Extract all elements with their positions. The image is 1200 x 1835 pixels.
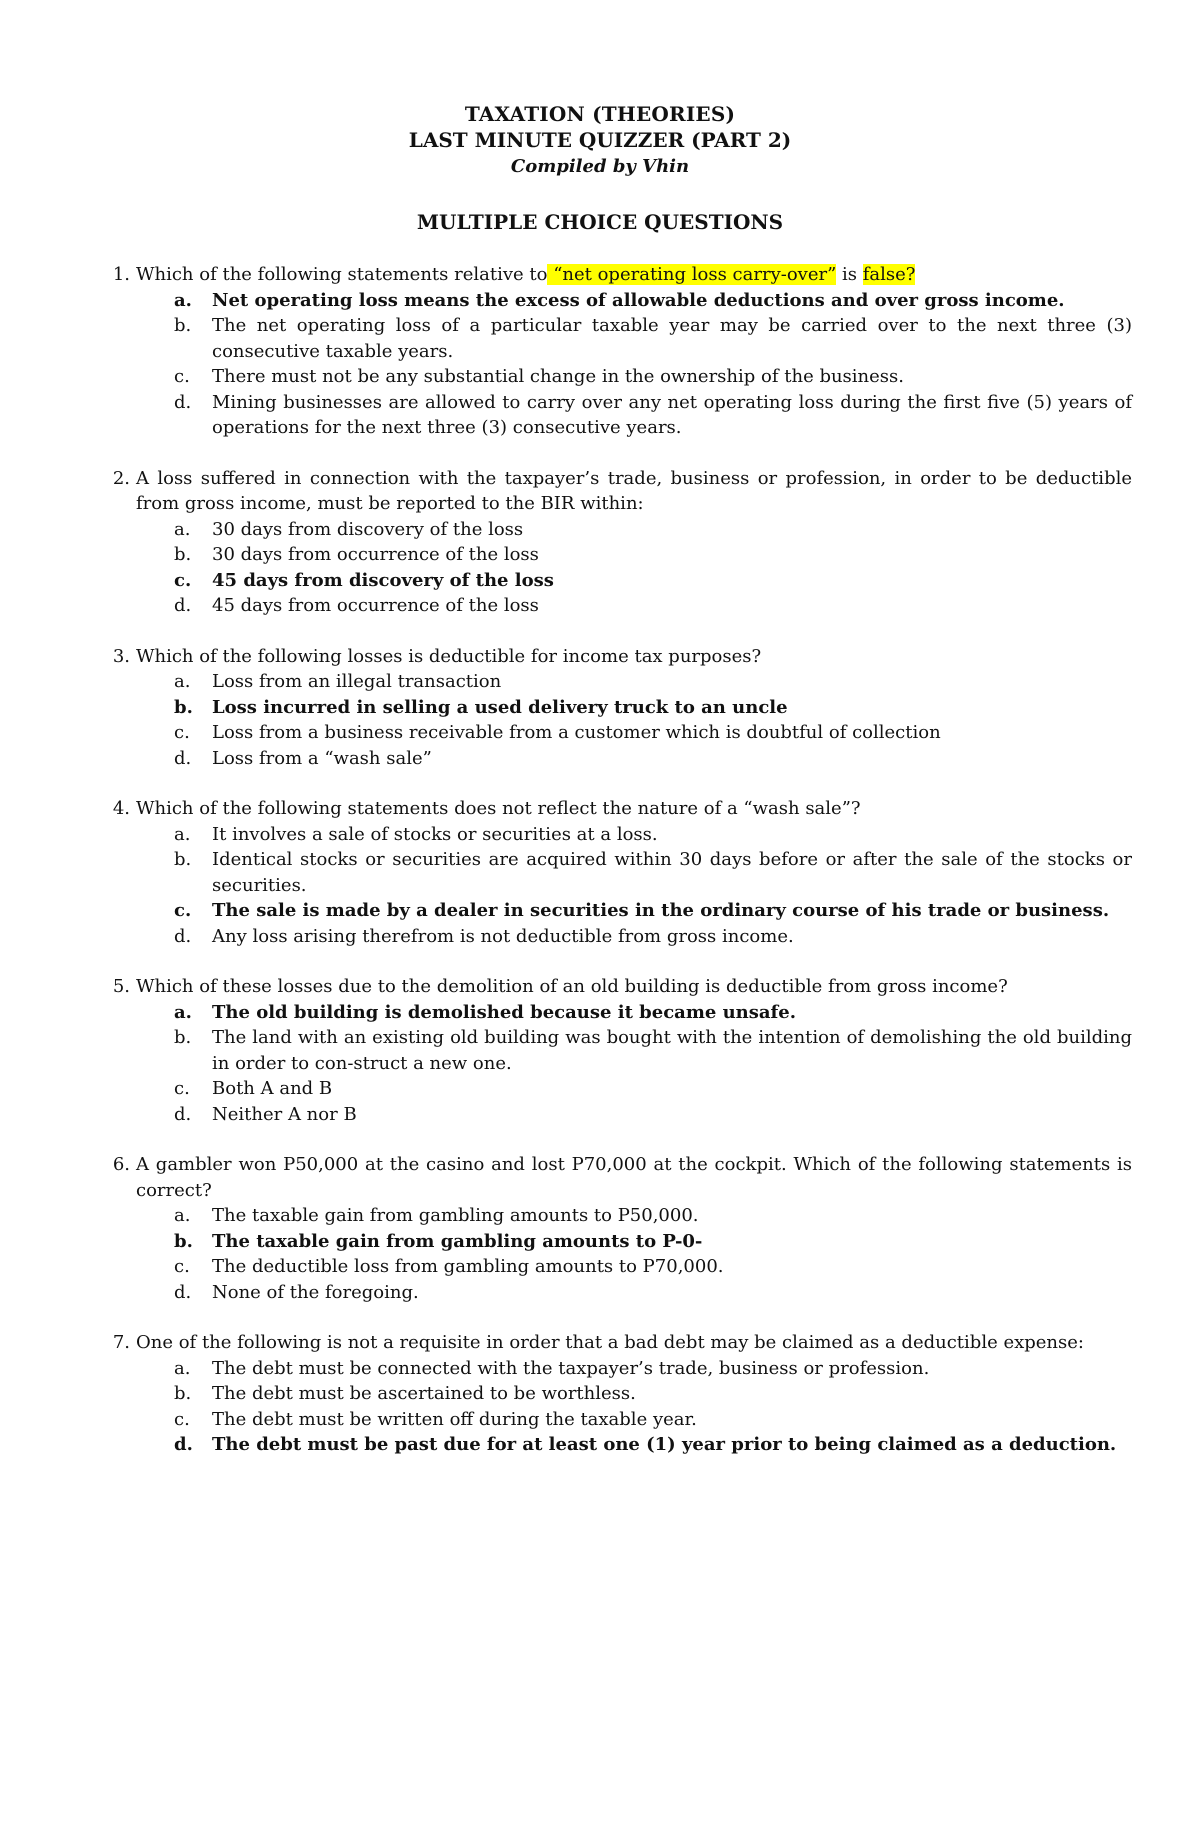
option-c-correct (100, 898, 1132, 924)
option-b (100, 847, 1132, 898)
question-6 (100, 1152, 1132, 1305)
question-text (136, 262, 1132, 288)
option-letter: c. (174, 366, 190, 387)
option-a (100, 1203, 1132, 1229)
option-text: The taxable gain from gambling amounts to P50,000. (212, 1205, 699, 1226)
option-text: The land with an existing old building was bought with the intention of demolishing the old building in order to con-struct a new one. (212, 1027, 1132, 1074)
document-title: TAXATION (THEORIES) (464, 102, 736, 126)
stem-part: is (836, 264, 863, 285)
option-letter: d. (174, 391, 192, 413)
question-number: 3. (112, 645, 130, 667)
option-d (100, 746, 1132, 772)
question-3 (100, 644, 1132, 772)
option-text: 30 days from occurrence of the loss (212, 544, 539, 565)
option-d (100, 390, 1132, 441)
option-text: 45 days from discovery of the loss (212, 569, 554, 591)
option-letter: b. (174, 1230, 193, 1252)
option-a-correct (100, 288, 1132, 314)
option-a-correct (100, 1000, 1132, 1026)
option-b (100, 542, 1132, 568)
question-2 (100, 466, 1132, 619)
option-text: The debt must be ascertained to be worthless. (212, 1383, 636, 1404)
question-number: 7. (112, 1332, 130, 1353)
option-a (100, 669, 1132, 695)
option-text: Identical stocks or securities are acquired within 30 days before or after the sale of the stocks or securities. (212, 849, 1132, 896)
option-list (100, 1203, 1132, 1305)
option-c (100, 1407, 1132, 1433)
question-1 (100, 262, 1132, 441)
option-letter: c. (174, 1078, 190, 1099)
option-text: The debt must be connected with the taxpayer’s trade, business or profession. (212, 1357, 930, 1379)
highlighted-term: “net operating loss carry-over” (547, 264, 837, 285)
option-list (100, 1000, 1132, 1128)
option-letter: c. (174, 722, 190, 743)
option-letter: a. (174, 671, 191, 692)
question-4 (100, 796, 1132, 949)
question-number: 5. (112, 976, 130, 997)
option-letter: b. (174, 315, 192, 336)
option-letter: a. (174, 1357, 191, 1379)
option-letter: d. (174, 1103, 192, 1125)
option-text: There must not be any substantial change in the ownership of the business. (212, 366, 904, 387)
question-stem (100, 1152, 1132, 1203)
option-text: Net operating loss means the excess of allowable deductions and over gross income. (212, 289, 1065, 311)
question-stem (100, 974, 1132, 1000)
option-list (100, 517, 1132, 619)
question-stem (100, 466, 1132, 517)
option-text: It involves a sale of stocks or securities at a loss. (212, 823, 658, 845)
question-stem (100, 644, 1132, 670)
highlighted-term: false? (862, 264, 916, 285)
option-letter: c. (174, 569, 192, 591)
option-b-correct (100, 695, 1132, 721)
option-text: The deductible loss from gambling amounts to P70,000. (212, 1256, 724, 1277)
option-list (100, 1356, 1132, 1458)
question-number: 4. (112, 798, 130, 819)
option-letter: d. (174, 925, 192, 947)
option-letter: c. (174, 1408, 190, 1430)
option-c (100, 364, 1132, 390)
option-d-correct (100, 1432, 1132, 1458)
option-letter: b. (174, 544, 192, 565)
question-text: Which of the following losses is deductible for income tax purposes? (136, 645, 762, 667)
option-list (100, 669, 1132, 771)
option-text: The debt must be written off during the taxable year. (212, 1408, 697, 1430)
option-text: Loss from an illegal transaction (212, 671, 502, 692)
option-text: The taxable gain from gambling amounts to P-0- (212, 1230, 703, 1252)
option-text: Loss from a business receivable from a customer which is doubtful of collection (212, 722, 941, 743)
option-text: 30 days from discovery of the loss (212, 518, 524, 540)
option-text: Loss incurred in selling a used delivery truck to an uncle (212, 696, 788, 718)
option-letter: b. (174, 696, 193, 718)
option-text: The net operating loss of a particular taxable year may be carried over to the next three (3) consecutive taxable years. (212, 315, 1132, 362)
option-list (100, 288, 1132, 441)
option-letter: d. (174, 1434, 193, 1455)
option-c (100, 1076, 1132, 1102)
option-b (100, 1381, 1132, 1407)
option-b (100, 313, 1132, 364)
option-letter: a. (174, 518, 191, 540)
option-letter: c. (174, 900, 192, 921)
option-d (100, 1280, 1132, 1306)
option-letter: a. (174, 1205, 191, 1226)
option-d (100, 924, 1132, 950)
option-c-correct (100, 568, 1132, 594)
option-text: None of the foregoing. (212, 1281, 419, 1303)
option-text: The old building is demolished because it became unsafe. (212, 1001, 797, 1023)
option-letter: b. (174, 1027, 192, 1048)
option-d (100, 1102, 1132, 1128)
option-letter: b. (174, 1383, 192, 1404)
option-letter: d. (174, 595, 192, 616)
document-subtitle: LAST MINUTE QUIZZER (PART 2) (408, 128, 792, 152)
option-text: The sale is made by a dealer in securities in the ordinary course of his trade or business. (212, 900, 1110, 921)
option-a (100, 517, 1132, 543)
option-letter: b. (174, 849, 192, 870)
question-text: A loss suffered in connection with the taxpayer’s trade, business or profession, in order to be deductible from gross income, must be reported to the BIR within: (136, 467, 1132, 514)
option-text: Both A and B (212, 1078, 333, 1099)
option-letter: a. (174, 823, 191, 845)
question-text: Which of the following statements does not reflect the nature of a “wash sale”? (136, 798, 861, 819)
option-c (100, 1254, 1132, 1280)
option-letter: a. (174, 1001, 192, 1023)
option-letter: d. (174, 1281, 192, 1303)
question-number: 6. (112, 1154, 130, 1175)
question-text: One of the following is not a requisite in order that a bad debt may be claimed as a deductible expense: (136, 1332, 1084, 1353)
option-a (100, 822, 1132, 848)
option-letter: d. (174, 747, 192, 769)
section-heading: MULTIPLE CHOICE QUESTIONS (416, 210, 784, 234)
stem-part: Which of the following statements relative to (136, 264, 548, 285)
option-b (100, 1025, 1132, 1076)
question-5 (100, 974, 1132, 1127)
option-a (100, 1356, 1132, 1382)
option-list (100, 822, 1132, 950)
option-letter: c. (174, 1256, 190, 1277)
question-text: A gambler won P50,000 at the casino and lost P70,000 at the cockpit. Which of the following statements is correct? (136, 1154, 1132, 1201)
question-list (100, 262, 1132, 1483)
question-stem (100, 796, 1132, 822)
option-text: Loss from a “wash sale” (212, 747, 432, 769)
question-text: Which of these losses due to the demolition of an old building is deductible from gross income? (136, 976, 1008, 997)
question-number: 2. (112, 467, 130, 489)
question-stem (100, 262, 1132, 288)
option-text: Mining businesses are allowed to carry over any net operating loss during the first five (5) years of operations for the next three (3) consecutive years. (212, 391, 1132, 438)
option-d (100, 593, 1132, 619)
option-text: Any loss arising therefrom is not deductible from gross income. (212, 925, 794, 947)
question-stem (100, 1330, 1132, 1356)
option-c (100, 720, 1132, 746)
question-7 (100, 1330, 1132, 1458)
option-text: Neither A nor B (212, 1103, 357, 1125)
question-number: 1. (112, 264, 130, 285)
compiled-by-line: Compiled by Vhin (510, 156, 690, 177)
option-text: 45 days from occurrence of the loss (212, 595, 539, 616)
option-letter: a. (174, 289, 192, 311)
option-b-correct (100, 1229, 1132, 1255)
option-text: The debt must be past due for at least one (1) year prior to being claimed as a deduction. (212, 1434, 1117, 1455)
